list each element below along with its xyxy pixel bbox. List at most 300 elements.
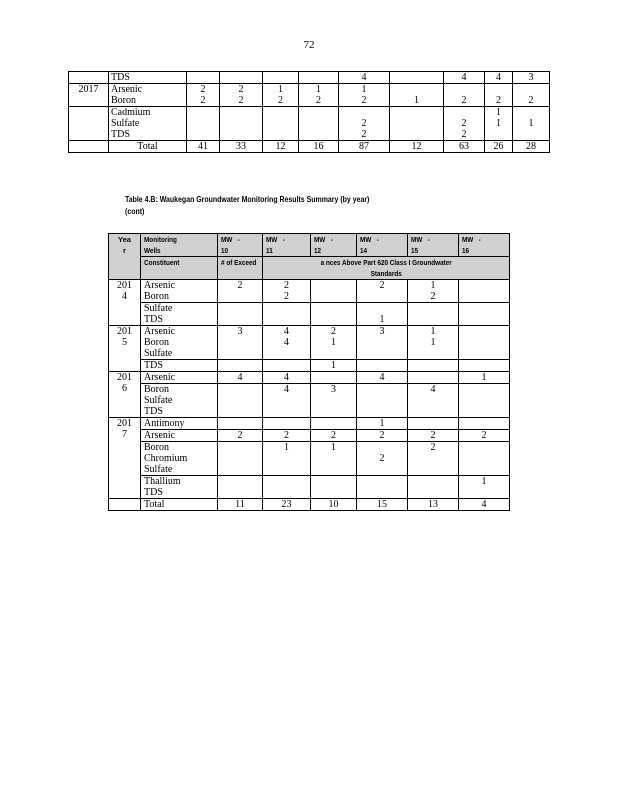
top-results-table (68, 71, 550, 153)
exceed-header-b (263, 257, 510, 280)
table-caption (125, 193, 369, 217)
value (462, 291, 506, 302)
value-cell (299, 84, 339, 107)
constituent-name: Sulfate (144, 395, 173, 406)
value (222, 72, 260, 83)
value (411, 418, 455, 429)
value (314, 348, 353, 359)
value-cell (357, 430, 408, 442)
value: 1 (430, 280, 436, 291)
caption-cont: (cont) (125, 206, 145, 216)
value (392, 118, 441, 129)
constituent-name: Chromium (144, 453, 188, 464)
total-value: 16 (299, 141, 339, 153)
value (411, 487, 455, 498)
well-header-mw16-l1: MW - (462, 235, 481, 244)
well-header-mw16 (459, 234, 510, 257)
value (392, 84, 441, 95)
value-cell (339, 107, 390, 141)
value-cell (263, 72, 299, 84)
value (462, 418, 506, 429)
value-cell (311, 384, 357, 418)
value-cell (357, 418, 408, 430)
value: 2 (361, 129, 367, 140)
value-cell (444, 84, 485, 107)
value-cell (357, 303, 408, 326)
value: 2 (331, 430, 336, 441)
value (411, 314, 455, 325)
value (446, 84, 482, 95)
value (222, 118, 260, 129)
value-cell (218, 384, 263, 418)
value-cell (459, 326, 510, 360)
value-cell (513, 72, 550, 84)
value (360, 337, 404, 348)
value (221, 464, 259, 475)
value (266, 453, 307, 464)
value (265, 107, 296, 118)
value (189, 118, 217, 129)
value (266, 348, 307, 359)
value: 2 (237, 430, 243, 441)
value: 2 (361, 95, 367, 106)
value-cell (263, 107, 299, 141)
value-cell (485, 72, 513, 84)
value (360, 348, 404, 359)
value (411, 348, 455, 359)
total-value: 41 (187, 141, 220, 153)
total-value: 13 (408, 499, 459, 511)
value: 1 (430, 337, 436, 348)
value: 2 (238, 84, 244, 95)
value: 1 (430, 326, 436, 337)
constituent-cell (109, 107, 187, 141)
value-cell (218, 303, 263, 326)
exceed-header-b-line2: Standards (370, 269, 402, 278)
value: 4 (430, 384, 436, 395)
constituent-name: TDS (144, 360, 163, 371)
well-header-mw10-l1: MW - (221, 235, 240, 244)
wells-header (141, 234, 218, 257)
well-header-mw11-l1: MW - (266, 235, 285, 244)
value-cell (263, 418, 311, 430)
value-cell (408, 418, 459, 430)
value (314, 314, 353, 325)
value-cell (408, 476, 459, 499)
value: 2 (284, 291, 289, 302)
well-header-mw15-l1: MW - (411, 235, 430, 244)
value-cell (220, 84, 263, 107)
constituent-cell (141, 476, 218, 499)
value (221, 337, 259, 348)
value-cell (263, 360, 311, 372)
value (314, 291, 353, 302)
value: 2 (430, 291, 436, 302)
total-year-cell (109, 499, 141, 511)
value (265, 129, 296, 140)
value-cell (408, 280, 459, 303)
constituent-name: Arsenic (111, 84, 143, 95)
value-cell (311, 326, 357, 360)
value: 2 (430, 442, 436, 453)
value-cell (339, 84, 390, 107)
value (462, 280, 506, 291)
year-cell: 201 6 (109, 372, 141, 418)
table-row (109, 476, 510, 499)
table-row (109, 280, 510, 303)
value-cell (459, 476, 510, 499)
value: 1 (496, 118, 501, 129)
year-cell (69, 107, 109, 141)
value: 2 (238, 95, 244, 106)
total-value: 4 (459, 499, 510, 511)
value (360, 303, 404, 314)
value (266, 395, 307, 406)
constituent-name: Cadmium (111, 107, 151, 118)
value (221, 418, 259, 429)
well-header-mw15-l2: 15 (411, 246, 419, 255)
value-cell (187, 72, 220, 84)
value: 1 (331, 337, 336, 348)
value (462, 406, 506, 417)
value-cell (357, 476, 408, 499)
value: 2 (528, 95, 534, 106)
value (462, 303, 506, 314)
value (515, 129, 547, 140)
value-cell (459, 442, 510, 476)
value-cell (408, 442, 459, 476)
year-cell: 2017 (69, 84, 109, 107)
value: 4 (284, 326, 289, 337)
constituent-name: TDS (111, 129, 130, 140)
value-cell (444, 72, 485, 84)
value: 4 (284, 337, 289, 348)
constituent-name: Arsenic (144, 372, 176, 383)
value: 3 (237, 326, 243, 337)
constituent-cell (141, 360, 218, 372)
constituent-name: Boron (144, 442, 169, 453)
value (314, 406, 353, 417)
value-cell (485, 84, 513, 107)
waukegan-results-table (108, 233, 510, 511)
value (462, 314, 506, 325)
value (221, 303, 259, 314)
value (221, 314, 259, 325)
value-cell (220, 107, 263, 141)
value (314, 487, 353, 498)
value (266, 418, 307, 429)
value: 1 (481, 476, 487, 487)
value-cell (263, 326, 311, 360)
constituent-name: TDS (144, 487, 163, 498)
total-row (69, 141, 550, 153)
value: 1 (278, 84, 283, 95)
value (266, 464, 307, 475)
value (462, 326, 506, 337)
value (392, 72, 441, 83)
value-cell (299, 72, 339, 84)
value (360, 395, 404, 406)
value: 2 (379, 453, 385, 464)
value (411, 464, 455, 475)
value (189, 72, 217, 83)
constituent-cell (141, 430, 218, 442)
total-row (109, 499, 510, 511)
value (462, 464, 506, 475)
value (360, 360, 404, 371)
well-header-mw11 (263, 234, 311, 257)
total-value: 26 (485, 141, 513, 153)
value (266, 487, 307, 498)
subheader-row (109, 257, 510, 280)
value (360, 442, 404, 453)
value (265, 72, 296, 83)
constituent-name: Boron (144, 337, 169, 348)
value: 2 (284, 280, 289, 291)
total-value: 10 (311, 499, 357, 511)
year-cell: 201 4 (109, 280, 141, 326)
value (266, 476, 307, 487)
value (301, 118, 336, 129)
well-header-mw16-l2: 16 (462, 246, 470, 255)
year-header-line2: r (123, 246, 126, 255)
value-cell (311, 476, 357, 499)
value-cell (408, 326, 459, 360)
value (360, 487, 404, 498)
value (266, 303, 307, 314)
total-value: 23 (263, 499, 311, 511)
year-cell: 201 7 (109, 418, 141, 499)
total-value: 33 (220, 141, 263, 153)
constituent-cell (109, 72, 187, 84)
value (360, 464, 404, 475)
value (392, 107, 441, 118)
value (487, 129, 510, 140)
value-cell (263, 430, 311, 442)
table-row (109, 384, 510, 418)
value: 4 (284, 372, 289, 383)
value (265, 118, 296, 129)
value-cell (311, 430, 357, 442)
well-header-mw14-l2: 14 (360, 246, 368, 255)
value-cell (459, 303, 510, 326)
value-cell (459, 280, 510, 303)
table-row (109, 372, 510, 384)
constituent-name: Arsenic (144, 326, 176, 337)
value-cell (263, 476, 311, 499)
value: 1 (528, 118, 534, 129)
value (515, 84, 547, 95)
constituent-name: Boron (144, 291, 169, 302)
table-row (109, 418, 510, 430)
value (314, 303, 353, 314)
constituent-header: Constituent (141, 257, 218, 280)
value (411, 453, 455, 464)
value: 3 (331, 384, 336, 395)
value-cell (357, 326, 408, 360)
constituent-name: TDS (144, 406, 163, 417)
constituent-name: Antimony (144, 418, 185, 429)
value: 1 (331, 360, 336, 371)
value: 2 (379, 430, 385, 441)
value (411, 476, 455, 487)
value-cell (218, 418, 263, 430)
value (314, 395, 353, 406)
value: 4 (461, 72, 467, 83)
constituent-cell (141, 303, 218, 326)
value (314, 453, 353, 464)
wells-header-line2: Wells (144, 246, 161, 255)
total-value: 12 (390, 141, 444, 153)
constituent-name: Boron (111, 95, 136, 106)
header-row (109, 234, 510, 257)
value: 1 (284, 442, 289, 453)
value-cell (311, 442, 357, 476)
value-cell (444, 107, 485, 141)
value: 4 (379, 372, 385, 383)
value: 2 (496, 95, 501, 106)
year-header (109, 234, 141, 280)
value-cell (408, 303, 459, 326)
value (360, 406, 404, 417)
constituent-cell (109, 84, 187, 107)
value-cell (263, 372, 311, 384)
year-cell (69, 72, 109, 84)
value (221, 384, 259, 395)
value-cell (408, 372, 459, 384)
value: 1 (379, 418, 385, 429)
constituent-name: Arsenic (144, 280, 176, 291)
page-number: 72 (303, 39, 315, 51)
value (301, 129, 336, 140)
value (314, 372, 353, 383)
value-cell (263, 303, 311, 326)
value (462, 360, 506, 371)
constituent-cell (141, 372, 218, 384)
constituent-name: Boron (144, 384, 169, 395)
value (314, 476, 353, 487)
table-row (109, 442, 510, 476)
value: 2 (331, 326, 336, 337)
value (411, 303, 455, 314)
value: 4 (237, 372, 243, 383)
total-value: 87 (339, 141, 390, 153)
value-cell (390, 84, 444, 107)
well-header-mw14 (357, 234, 408, 257)
value (462, 348, 506, 359)
constituent-name: Sulfate (144, 464, 173, 475)
value-cell (459, 372, 510, 384)
total-value: 28 (513, 141, 550, 153)
table-row (109, 303, 510, 326)
value (189, 107, 217, 118)
value: 3 (528, 72, 534, 83)
value-cell (311, 418, 357, 430)
value (341, 107, 387, 118)
value: 2 (361, 118, 367, 129)
value-cell (390, 107, 444, 141)
value: 2 (430, 430, 436, 441)
well-header-mw10 (218, 234, 263, 257)
value (189, 129, 217, 140)
value-cell (390, 72, 444, 84)
value-cell (263, 280, 311, 303)
value (221, 487, 259, 498)
value-cell (357, 384, 408, 418)
year-header-line1: Yea (118, 235, 131, 244)
value: 2 (461, 95, 467, 106)
value (222, 129, 260, 140)
value: 1 (361, 84, 367, 95)
value (462, 384, 506, 395)
value (411, 360, 455, 371)
value (221, 442, 259, 453)
value (266, 360, 307, 371)
value-cell (311, 280, 357, 303)
value (221, 291, 259, 302)
constituent-cell (141, 418, 218, 430)
value: 2 (278, 95, 283, 106)
value (301, 107, 336, 118)
year-cell: 201 5 (109, 326, 141, 372)
constituent-name: Arsenic (144, 430, 176, 441)
value-cell (357, 372, 408, 384)
value (314, 280, 353, 291)
value-cell (218, 476, 263, 499)
value (462, 453, 506, 464)
value: 1 (496, 107, 501, 118)
value (411, 406, 455, 417)
value-cell (311, 303, 357, 326)
value: 2 (461, 118, 467, 129)
value-cell (357, 442, 408, 476)
value (266, 406, 307, 417)
value (392, 129, 441, 140)
value: 2 (200, 95, 206, 106)
total-label: Total (141, 499, 218, 511)
value (266, 314, 307, 325)
value: 2 (316, 95, 321, 106)
constituent-cell (141, 384, 218, 418)
table-row (109, 430, 510, 442)
value-cell (513, 107, 550, 141)
value-cell (459, 360, 510, 372)
table-row (69, 107, 550, 141)
value-cell (218, 360, 263, 372)
value: 2 (461, 129, 467, 140)
well-header-mw14-l1: MW - (360, 235, 379, 244)
value-cell (218, 280, 263, 303)
value: 2 (481, 430, 487, 441)
value-cell (408, 430, 459, 442)
value-cell (263, 442, 311, 476)
constituent-cell (141, 442, 218, 476)
value (462, 442, 506, 453)
value-cell (311, 360, 357, 372)
well-header-mw11-l2: 11 (266, 246, 273, 255)
value: 1 (414, 95, 419, 106)
value (221, 360, 259, 371)
wells-header-line1: Monitoring (144, 235, 177, 244)
value: 1 (379, 314, 385, 325)
value (360, 384, 404, 395)
value (411, 395, 455, 406)
value (360, 476, 404, 487)
value-cell (408, 384, 459, 418)
value-cell (339, 72, 390, 84)
value (462, 487, 506, 498)
value (360, 291, 404, 302)
